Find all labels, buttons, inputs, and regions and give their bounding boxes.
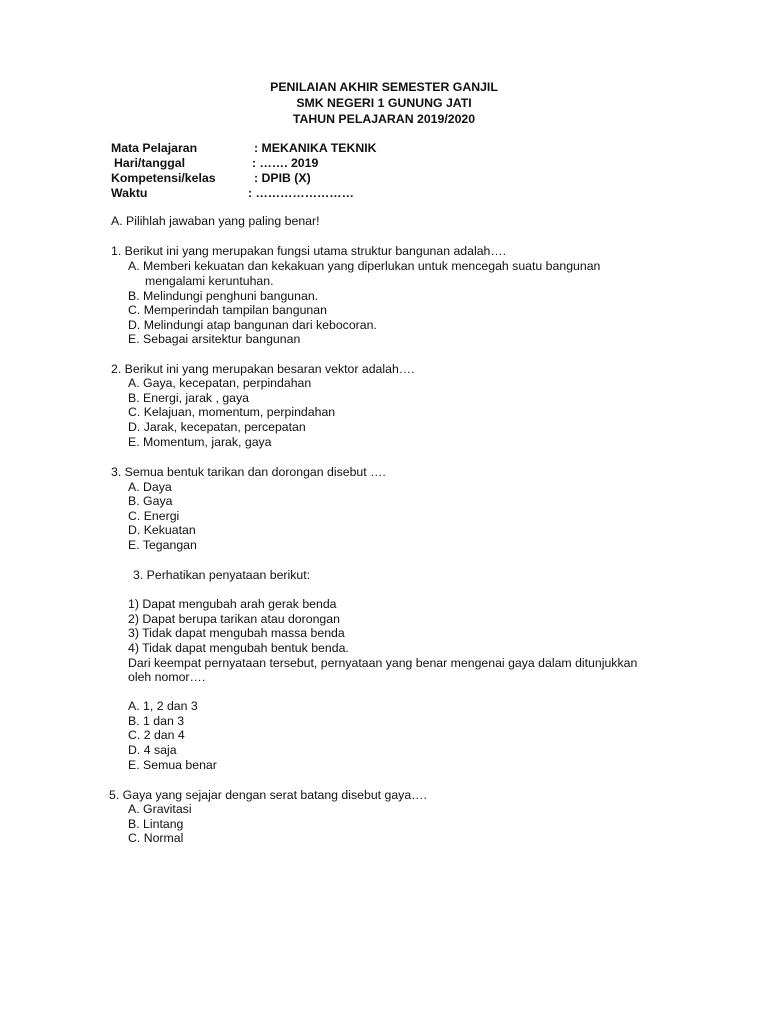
academic-year: TAHUN PELAJARAN 2019/2020 xyxy=(292,112,476,126)
q3-option-c: C. Energi xyxy=(128,509,180,523)
q4-statement-4: 4) Tidak dapat mengubah bentuk benda. xyxy=(128,641,349,655)
q4-statement-2: 2) Dapat berupa tarikan atau dorongan xyxy=(128,612,340,626)
info-label-date: Hari/tanggal xyxy=(114,156,186,170)
info-value-class: : DPIB (X) xyxy=(254,171,311,185)
info-value-date: : ……. 2019 xyxy=(252,156,319,170)
question-4-heading: 3. Perhatikan penyataan berikut: xyxy=(133,568,311,582)
q4-question-line-1: Dari keempat pernyataan tersebut, pernyataan yang benar mengenai gaya dalam ditunjukkan xyxy=(128,656,638,670)
q3-option-a: A. Daya xyxy=(128,480,172,494)
q2-option-e: E. Momentum, jarak, gaya xyxy=(128,435,272,449)
q2-option-c: C. Kelajuan, momentum, perpindahan xyxy=(128,405,336,419)
info-value-subject: : MEKANIKA TEKNIK xyxy=(254,141,377,155)
q4-option-e: E. Semua benar xyxy=(128,758,217,772)
q1-option-c: C. Memperindah tampilan bangunan xyxy=(128,303,327,317)
q5-option-c: C. Normal xyxy=(128,831,184,845)
q4-option-d: D. 4 saja xyxy=(128,743,177,757)
question-2: 2. Berikut ini yang merupakan besaran vektor adalah…. xyxy=(111,362,415,376)
q1-option-d: D. Melindungi atap bangunan dari kebocoran. xyxy=(128,318,377,332)
question-1: 1. Berikut ini yang merupakan fungsi utama struktur bangunan adalah…. xyxy=(111,244,507,258)
q4-question-line-2: oleh nomor…. xyxy=(128,670,206,684)
q4-option-a: A. 1, 2 dan 3 xyxy=(128,699,198,713)
q1-option-e: E. Sebagai arsitektur bangunan xyxy=(128,332,301,346)
q5-option-a: A. Gravitasi xyxy=(128,802,192,816)
q2-option-d: D. Jarak, kecepatan, percepatan xyxy=(128,420,306,434)
question-5: 5. Gaya yang sejajar dengan serat batang disebut gaya…. xyxy=(109,788,427,802)
q1-option-a-cont: mengalami keruntuhan. xyxy=(145,274,274,288)
q4-option-b: B. 1 dan 3 xyxy=(128,714,185,728)
q4-option-c: C. 2 dan 4 xyxy=(128,728,185,742)
q3-option-d: D. Kekuatan xyxy=(128,523,196,537)
section-a-instruction: A. Pilihlah jawaban yang paling benar! xyxy=(111,214,320,228)
q4-statement-1: 1) Dapat mengubah arah gerak benda xyxy=(128,597,337,611)
school-name: SMK NEGERI 1 GUNUNG JATI xyxy=(296,96,472,110)
q1-option-b: B. Melindungi penghuni bangunan. xyxy=(128,289,319,303)
info-label-class: Kompetensi/kelas xyxy=(111,171,216,185)
question-3: 3. Semua bentuk tarikan dan dorongan disebut …. xyxy=(111,465,386,479)
q5-option-b: B. Lintang xyxy=(128,817,184,831)
info-label-subject: Mata Pelajaran xyxy=(111,141,198,155)
q2-option-a: A. Gaya, kecepatan, perpindahan xyxy=(128,376,312,390)
q4-statement-3: 3) Tidak dapat mengubah massa benda xyxy=(128,626,345,640)
q3-option-b: B. Gaya xyxy=(128,494,173,508)
q3-option-e: E. Tegangan xyxy=(128,538,197,552)
exam-title: PENILAIAN AKHIR SEMESTER GANJIL xyxy=(270,80,498,94)
q2-option-b: B. Energi, jarak , gaya xyxy=(128,391,249,405)
q1-option-a: A. Memberi kekuatan dan kekakuan yang diperlukan untuk mencegah suatu bangunan xyxy=(128,259,601,273)
info-value-time: : …………………… xyxy=(248,186,354,200)
info-label-time: Waktu xyxy=(111,186,148,200)
